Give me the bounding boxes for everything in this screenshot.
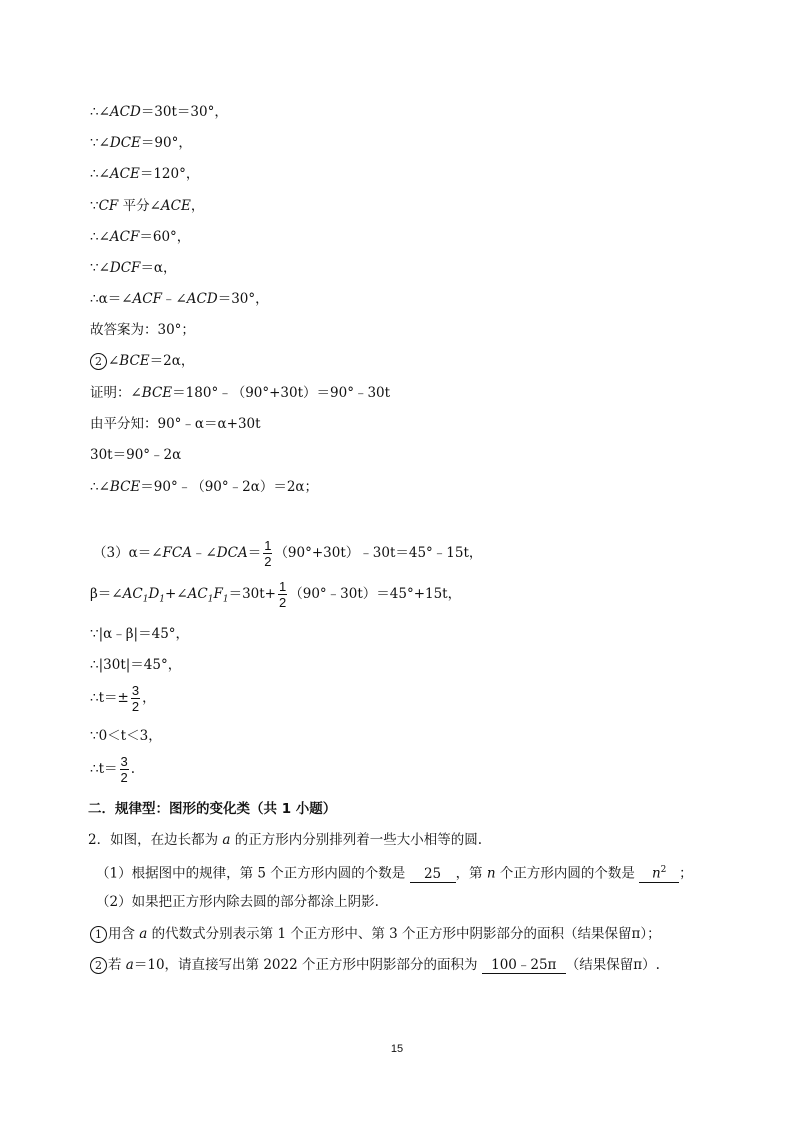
circled-number-marker: 1 [90, 926, 107, 943]
section-heading: 二．规律型：图形的变化类（共 1 小题） [88, 801, 337, 817]
solution-line: ∴∠ACD＝30t＝30°， [90, 104, 228, 120]
solution-line: 2 ∠BCE＝2α， [90, 352, 194, 370]
fraction: $\frac{3}{2}$ [131, 683, 140, 714]
answer-blank: $n^2$ [639, 862, 679, 883]
sub-question-line: （1）根据图中的规律，第 5 个正方形内圆的个数是 25 ，第 n 个正方形内圆的个数是 $n^2$ ； [96, 862, 693, 883]
sub-question-line: 1 用含 a 的代数式分别表示第 1 个正方形中、第 3 个正方形中阴影部分的面积（结果保留π）； [90, 925, 661, 943]
solution-line: ∴|30t|＝45°， [90, 657, 182, 673]
answer-blank: 100﹣25π [482, 957, 566, 974]
circled-number-marker: 2 [90, 957, 107, 974]
question-line: 2．如图，在边长都为 a 的正方形内分别排列着一些大小相等的圆. [88, 832, 483, 848]
fraction: $\frac{1}{2}$ [279, 579, 287, 610]
solution-line: ∴t＝± $\frac{3}{2}$ ， [90, 683, 156, 714]
answer-line: 故答案为：30°； [90, 322, 195, 338]
sub-question-line: （2）如果把正方形内除去圆的部分都涂上阴影. [96, 894, 379, 910]
solution-line: ∵∠DCE＝90°， [90, 135, 192, 151]
solution-line: ∵0＜t＜3， [90, 728, 162, 744]
page-number: 15 [390, 1043, 404, 1055]
proof-line: 证明：∠BCE＝180°﹣（90°+30t）＝90°﹣30t [90, 385, 391, 401]
circled-number-marker: 2 [90, 353, 107, 370]
solution-line: 30t＝90°﹣2α [90, 447, 182, 463]
fraction: $\frac{1}{2}$ [264, 538, 272, 569]
solution-line: ∵∠DCF＝α， [90, 260, 177, 276]
fraction: $\frac{3}{2}$ [120, 754, 128, 785]
solution-line: ∴∠ACE＝120°， [90, 166, 200, 182]
solution-line: ∴∠BCE＝90°﹣（90°﹣2α）＝2α； [90, 479, 319, 495]
solution-line: ∴t＝ $\frac{3}{2}$ . [90, 754, 136, 785]
sub-question-line: 2 若 a＝10，请直接写出第 2022 个正方形中阴影部分的面积为 100﹣25π （结果保留π）. [90, 956, 660, 974]
answer-blank: 25 [410, 866, 456, 883]
solution-line: （3）α＝∠FCA﹣∠DCA＝ $\frac{1}{2}$ （90°+30t）﹣30t＝45°﹣15t， [93, 538, 483, 569]
solution-line: $\beta=\angle AC_1D_1+\angle AC_1F_1=30t+$ $\frac{1}{2}$ （90°﹣30t）＝45°+15t， [90, 579, 462, 610]
solution-line: ∴α＝∠ACF﹣∠ACD＝30°， [90, 291, 269, 307]
solution-line: ∵CF 平分∠ACE， [90, 198, 205, 214]
solution-line: ∵|α﹣β|＝45°， [90, 626, 190, 642]
solution-line: 由平分知：90°﹣α＝α+30t [90, 416, 261, 432]
solution-line: ∴∠ACF＝60°， [90, 229, 191, 245]
